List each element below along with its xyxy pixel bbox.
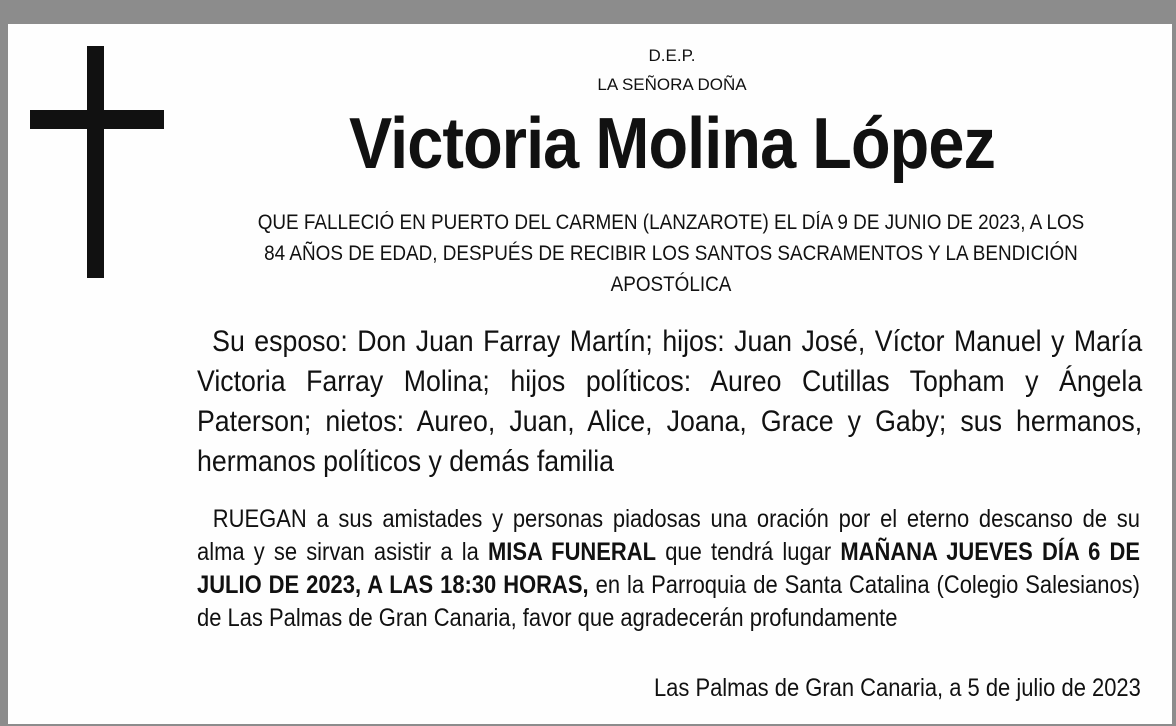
dep-heading: D.E.P. xyxy=(648,46,696,65)
deceased-name: Victoria Molina López xyxy=(348,104,996,184)
request-middle: que tendrá lugar xyxy=(656,538,841,566)
funeral-request xyxy=(197,503,1140,635)
place-and-date: Las Palmas de Gran Canaria, a 5 de julio de 2023 xyxy=(653,674,1141,702)
mass-location: en la Parroquia de Santa Catalina (Colegio Salesianos) de Las Palmas de Gran Canaria, favor que agradecerán profundamente xyxy=(197,571,1140,632)
honorific-title: LA SEÑORA DOÑA xyxy=(597,75,747,94)
death-announcement: QUE FALLECIÓ EN PUERTO DEL CARMEN (LANZAROTE) EL DÍA 9 DE JUNIO DE 2023, A LOS 84 AÑOS DE EDAD, DESPUÉS DE RECIBIR LOS SANTOS SACRAMENTOS Y LA BENDICIÓN APOSTÓLICA xyxy=(257,211,1085,296)
request-intro: RUEGAN a sus amistades y personas piadosas una oración por el eterno descanso de su alma y se sirvan asistir a la xyxy=(197,505,1140,566)
mass-label: MISA FUNERAL xyxy=(487,538,657,566)
mass-datetime: MAÑANA JUEVES DÍA 6 DE JULIO DE 2023, A LAS 18:30 HORAS, xyxy=(197,538,1140,599)
family-list: Su esposo: Don Juan Farray Martín; hijos: Juan José, Víctor Manuel y María Victoria Farray Molina; hijos políticos: Aureo Cutillas Topham y Ángela Paterson; nietos: Aureo, Juan, Alice, Joana, Grace y Gaby; sus hermanos, hermanos políticos y demás familia xyxy=(197,325,1143,478)
